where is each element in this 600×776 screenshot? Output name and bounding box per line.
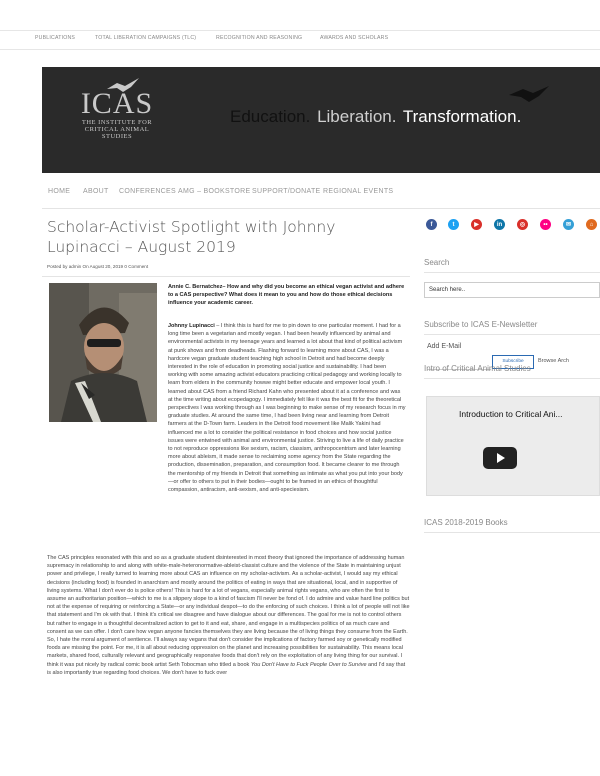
tagline (230, 107, 523, 127)
article-paragraph-2: The CAS principles resonated with this and so as a graduate student disinterested in most theory that ignored the importance of addressing human supremacy in relationship to and along with white-male-heteronormative-ableist-classist culture and the violence of the State in maintaining unjust power and privilege, I really turned to learning more about CAS an influence on my scholar-activism. As a scholar-activist, I would say my ethical decisions (including food) is founded in anarchism and mostly around the politics of eating in ways that are situational, local, and in supportive of living systems. What I don't ever do is police others! This is hard for a lot of vegans, especially animal rights vegans, who are often the first to assume an authoritarian position—which to me is a slippery slope to a kind of fascism I'll never be fond of. I do admire and value hard line politics but not at the expense of requiring or reinforcing a State—or any individual despot—to do the enforcing of such choices. I think a lot of people will not like that statement and I'm ok with that. I think it's critical we disagree and have dialogue about our differences. The goal for me is not to control others but rather to engage in a thoughtful decentralized action to get to it and eat, share, and engage in a multispecies politics of as much care and consent as we can offer. I don't care how vegan anyone fancies themselves they are living because the of living things they consume from the Earth. So, I hate the moral argument of sentience. I'll always say vegans that don't consider the implications of factory farmed soy or genetically modified foods are missing the point. For me, it is all about reducing oppression on the planet and increasing possibilities for sustainability. This means local markets, shared food, culturally relevant and geographically responsive foods that don't rely on the exploitation of any living thing for our survival. I think it was put nicely by radical comic book artist Seth Tobocman who titled a book You Don't Have to Fuck People Over to Survive and I'd say that is also importantly true regarding food choices. We don't have to fuck over (47, 555, 410, 676)
search-divider (424, 272, 600, 273)
email-label: Add E-Mail (427, 343, 462, 350)
flickr-icon[interactable]: •• (540, 219, 551, 230)
tagline-transformation: Transformation. (402, 107, 522, 126)
tagline-education: Education. (230, 107, 311, 126)
article-divider (42, 276, 410, 277)
nav-conferences[interactable]: CONFERENCES (119, 188, 176, 195)
top-nav-publications[interactable]: PUBLICATIONS (35, 35, 76, 41)
intro-divider (424, 378, 600, 379)
nav-divider (42, 208, 600, 209)
video-title: Introduction to Critical Ani... (459, 409, 563, 419)
top-nav-awards[interactable]: AWARDS AND SCHOLARS (320, 35, 389, 41)
subscribe-button[interactable]: Subscribe (492, 355, 534, 369)
answer-text: – I think this is hard for me to pin down to one particular moment. I had for a long time been a vegetarian and mostly vegan. I had been heavily influenced by animal and environmental activists in my teenage years and learned a lot about that kind of political activism at punk shows and from deadheads. Flashing forward to learning more about CAS, I was a hardcore vegan graduate student teaching high school in Detroit and had become deeply interested in the role of education in promoting social justice and sustainability. I had been working with some amazing activist educators practicing critical pedagogy and working locally to learn from elders in the community howwe might better educate and empower local youth. I learned about CAS from a friend Richard Kahn who presented about it at a conference and was at the time writing about ecopedagogy. I immediately felt like it was the best fit for the theoretical perspectives I was working through as I was beginning to make sense of my research focus in my graduate studies. At around the same time, I had been living near and learning from Detroit farmers at the D-Town farm. Leaders in the Detroit food movement like Malik Yakini had influenced me a lot to consider the political resistance in food choices and how social justice issues were entwined with animal and environmental justice. Striving to live a life of daily practice to not reproduce oppressions like sexism, racism, classism, anthropocentrism and later learning more about ableism, it made sense to reclaiming some agency from the State regarding the production, dissemination, preparation, and consumption food. It became clearer to me through the mentorship of my friends in Detroit that something as intimate as what you put into your body—or offer to others to put in their bodies—ought to be framed in an ethics of thoughtful compassion, antiracism, anti-sexism, and anti-speciesism. (168, 323, 406, 494)
newsletter-divider (424, 334, 600, 335)
nav-home[interactable]: HOME (48, 188, 71, 195)
search-input[interactable]: Search here.. (424, 282, 600, 298)
nav-regional-events[interactable]: REGIONAL EVENTS (323, 188, 394, 195)
top-nav-tlc[interactable]: TOTAL LIBERATION CAMPAIGNS (TLC) (95, 35, 197, 41)
search-heading: Search (424, 258, 450, 267)
header-banner (42, 67, 600, 173)
books-heading: ICAS 2018-2019 Books (424, 518, 508, 527)
twitter-icon[interactable]: t (448, 219, 459, 230)
browse-archive-link[interactable]: Browse Arch (538, 358, 569, 364)
intro-video[interactable] (426, 396, 600, 496)
top-nav-recognition[interactable]: RECOGNITION AND REASONING (216, 35, 303, 41)
answer-intro (168, 322, 406, 494)
facebook-icon[interactable]: f (426, 219, 437, 230)
website-icon[interactable]: ⌂ (586, 219, 597, 230)
play-icon[interactable] (483, 447, 517, 469)
nav-bookstore[interactable]: AMG – BOOKSTORE (178, 188, 251, 195)
instagram-icon[interactable]: ◎ (517, 219, 528, 230)
intro-heading: Intro of Critical Animal Studies (424, 364, 531, 373)
youtube-icon[interactable]: ▶ (471, 219, 482, 230)
nav-support[interactable]: SUPPORT/DONATE (252, 188, 321, 195)
author-photo (49, 283, 157, 422)
books-divider (424, 532, 600, 533)
book-title: You Don't Have to Fuck People Over to Survive (250, 661, 367, 668)
interview-question: Annie C. Bernatchez– How and why did you become an ethical vegan activist and adhere to a CAS perspective? What does it mean to you and how do those ethical decisions influence your academic career. (168, 284, 405, 307)
newsletter-heading: Subscribe to ICAS E-Newsletter (424, 320, 538, 329)
article-title: Scholar-Activist Spotlight with Johnny Lupinacci – August 2019 (47, 218, 336, 256)
nav-about[interactable]: ABOUT (83, 188, 109, 195)
answer-author: Johnny Lupinacci (168, 323, 215, 329)
top-navigation (0, 30, 600, 50)
linkedin-icon[interactable]: in (494, 219, 505, 230)
tagline-liberation: Liberation. (317, 107, 397, 126)
bird-icon-right (507, 85, 551, 105)
article-meta: Posted by admin On August 20, 2019 0 Comment (47, 264, 149, 269)
email-icon[interactable]: ✉ (563, 219, 574, 230)
icas-logo[interactable]: ICAS THE INSTITUTE FOR CRITICAL ANIMAL STUDIES (80, 87, 154, 140)
